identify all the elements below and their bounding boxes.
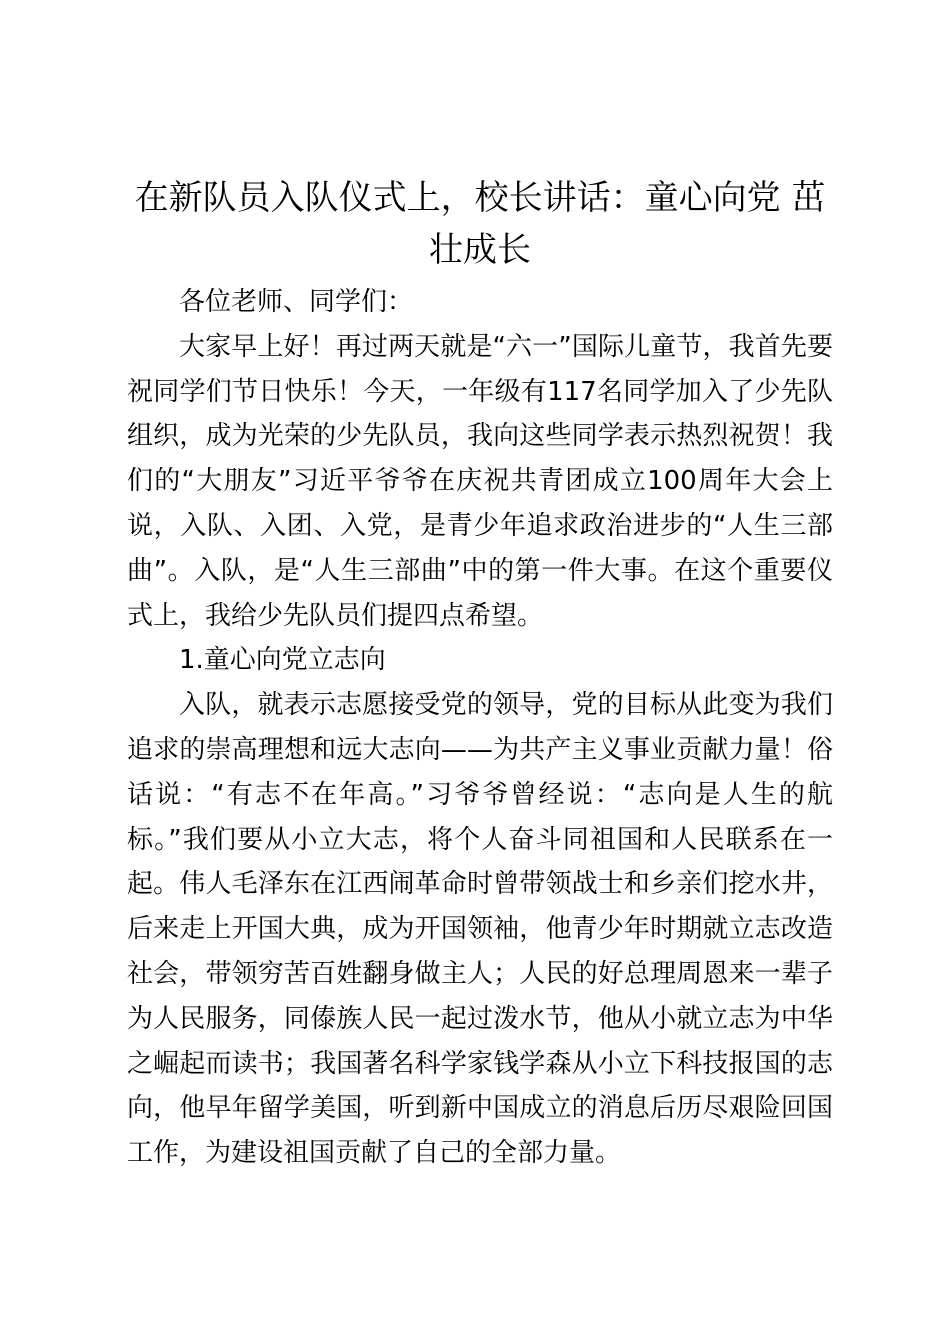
salutation: 各位老师、同学们： [179, 287, 414, 317]
document-body [127, 280, 833, 1176]
paragraph-section-1: 入队，就表示志愿接受党的领导，党的目标从此变为我们追求的崇高理想和远大志向——为共产主义事业贡献力量！俗话说：“有志不在年高。”习爷爷曾经说：“志向是人生的航标。”我们要从小立大志，将个人奋斗同祖国和人民联系在一起。伟人毛泽东在江西闹革命时曾带领战士和乡亲们挖水井，后来走上开国大典，成为开国领袖，他青少年时期就立志改造社会，带领穷苦百姓翻身做主人；人民的好总理周恩来一辈子为人民服务，同傣族人民一起过泼水节，他从小就立志为中华之崛起而读书；我国著名科学家钱学森从小立下科技报国的志向，他早年留学美国，听到新中国成立的消息后历尽艰险回国工作，为建设祖国贡献了自己的全部力量。 [127, 690, 833, 1169]
paragraph-opening: 大家早上好！再过两天就是“六一”国际儿童节，我首先要祝同学们节日快乐！今天，一年级有117名同学加入了少先队组织，成为光荣的少先队员，我向这些同学表示热烈祝贺！我们的“大朋友”习近平爷爷在庆祝共青团成立100周年大会上说，入队、入团、入党，是青少年追求政治进步的“人生三部曲”。入队，是“人生三部曲”中的第一件大事。在这个重要仪式上，我给少先队员们提四点希望。 [127, 331, 833, 631]
section-heading-1: 1.童心向党立志向 [179, 645, 386, 676]
document-title: 在新队员入队仪式上，校长讲话：童心向党 茁壮成长 [134, 178, 826, 270]
document-page [127, 172, 833, 1176]
